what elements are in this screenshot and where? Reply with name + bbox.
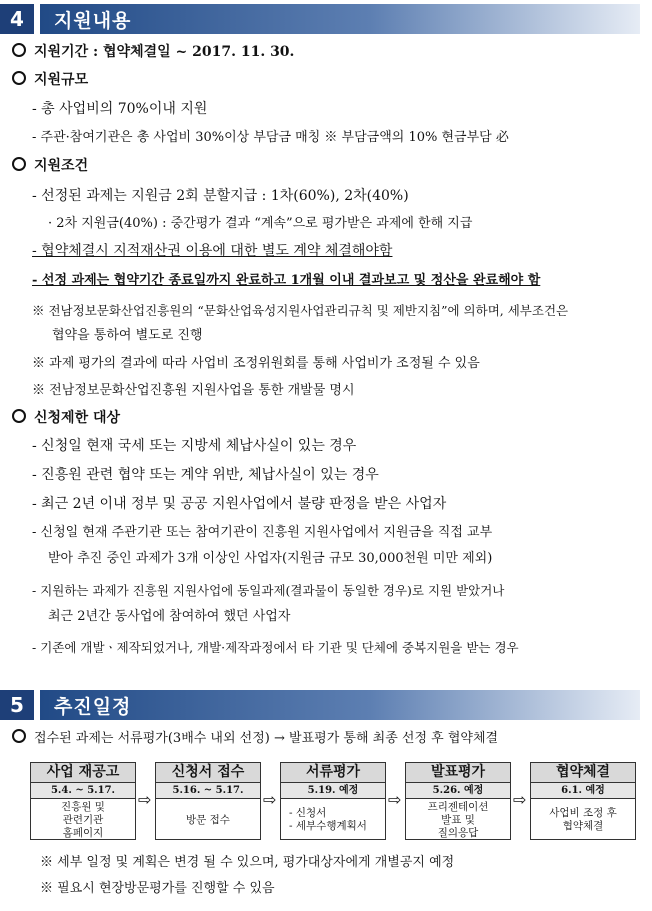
period-value: : 협약체결일 ~ 2017. 11. 30. (88, 44, 295, 60)
list-item: - 선정 과제는 협약기간 종료일까지 완료하고 1개월 이내 결과보고 및 정산을 완료해야 함 (32, 273, 541, 288)
step-box (405, 762, 511, 840)
list-item: · 2차 지원금(40%) : 중간평가 결과 “계속”으로 평가받은 과제에 한해 지급 (48, 216, 473, 231)
circle-bullet-icon (12, 157, 26, 171)
list-item: - 선정된 과제는 지원금 2회 분할지급 : 1차(60%), 2차(40%) (32, 188, 409, 204)
step-body: 사업비 조정 후 협약체결 (549, 807, 617, 832)
schedule-intro: 접수된 과제는 서류평가(3배수 내외 선정) → 발표평가 통해 최종 선정 후 협약체결 (0, 729, 498, 749)
step-body: 방문 접수 (186, 813, 230, 826)
restrictions-heading: 신청제한 대상 (0, 408, 120, 428)
note: ※ 필요시 현장방문평가를 진행할 수 있음 (40, 881, 275, 896)
list-item: - 총 사업비의 70%이내 지원 (32, 101, 208, 117)
circle-bullet-icon (12, 43, 26, 57)
list-item: 협약을 통하여 별도로 진행 (52, 328, 203, 343)
list-item: ※ 과제 평가의 결과에 따라 사업비 조정위원회를 통해 사업비가 조정될 수 있음 (32, 356, 480, 371)
step-box (280, 762, 386, 840)
step-box (30, 762, 136, 840)
step-date: 5.16. ~ 5.17. (156, 783, 260, 799)
period-label: 지원기간 (34, 44, 89, 60)
list-item: - 협약체결시 지적재산권 이용에 대한 별도 계약 체결해야함 (32, 243, 393, 259)
list-item: - 진흥원 관련 협약 또는 계약 위반, 체납사실이 있는 경우 (32, 467, 379, 483)
arrow-right-icon: ⇨ (263, 790, 277, 809)
list-item: - 지원하는 과제가 진흥원 지원사업에 동일과제(결과물이 동일한 경우)로 지원 받았거나 (32, 583, 505, 598)
section-number: 5 (0, 690, 34, 720)
section-number: 4 (0, 4, 34, 34)
list-item: ※ 전남정보문화산업진흥원 지원사업을 통한 개발물 명시 (32, 383, 355, 398)
step-body: 진흥원 및 관련기관 홈페이지 (61, 800, 105, 839)
step-title: 사업 재공고 (31, 763, 135, 783)
circle-bullet-icon (12, 729, 26, 743)
circle-bullet-icon (12, 71, 26, 85)
step-title: 신청서 접수 (156, 763, 260, 783)
note: ※ 세부 일정 및 계획은 변경 될 수 있으며, 평가대상자에게 개별공지 예정 (40, 855, 455, 870)
step-box (155, 762, 261, 840)
support-period (0, 42, 294, 62)
circle-bullet-icon (12, 409, 26, 423)
step-title: 협약체결 (531, 763, 635, 783)
section-title: 지원내용 (40, 4, 640, 34)
list-item: - 주관·참여기관은 총 사업비 30%이상 부담금 매칭 ※ 부담금액의 10% 현금부담 必 (32, 130, 509, 145)
step-date: 5.26. 예정 (406, 783, 510, 799)
list-item: 최근 2년간 동사업에 참여하여 했던 사업자 (48, 609, 291, 624)
step-box (530, 762, 636, 840)
section-title: 추진일정 (40, 690, 640, 720)
arrow-right-icon: ⇨ (513, 790, 527, 809)
arrow-right-icon: ⇨ (138, 790, 152, 809)
list-item: - 신청일 현재 국세 또는 지방세 체납사실이 있는 경우 (32, 438, 357, 454)
step-title: 발표평가 (406, 763, 510, 783)
support-conditions-heading: 지원조건 (0, 156, 88, 176)
step-body: 프리젠테이션 발표 및 질의응답 (427, 800, 489, 839)
support-scale-heading: 지원규모 (0, 70, 88, 90)
list-item: ※ 전남정보문화산업진흥원의 “문화산업육성지원사업관리규칙 및 제반지침”에 의하며, 세부조건은 (32, 303, 569, 318)
arrow-right-icon: ⇨ (388, 790, 402, 809)
section-4-header (0, 4, 640, 34)
step-date: 5.4. ~ 5.17. (31, 783, 135, 799)
schedule-flow (30, 762, 636, 842)
list-item: 받아 추진 중인 과제가 3개 이상인 사업자(지원금 규모 30,000천원 미만 제외) (48, 551, 493, 566)
section-5-header (0, 690, 640, 720)
step-title: 서류평가 (281, 763, 385, 783)
list-item: - 신청일 현재 주관기관 또는 참여기관이 진흥원 지원사업에서 지원금을 직접 교부 (32, 525, 493, 540)
list-item: - 기존에 개발ㆍ제작되었거나, 개발·제작과정에서 타 기관 및 단체에 중복지원을 받는 경우 (32, 640, 519, 655)
step-date: 6.1. 예정 (531, 783, 635, 799)
step-body: - 신청서 - 세부수행계획서 (289, 807, 367, 832)
list-item: - 최근 2년 이내 정부 및 공공 지원사업에서 불량 판정을 받은 사업자 (32, 496, 447, 512)
step-date: 5.19. 예정 (281, 783, 385, 799)
